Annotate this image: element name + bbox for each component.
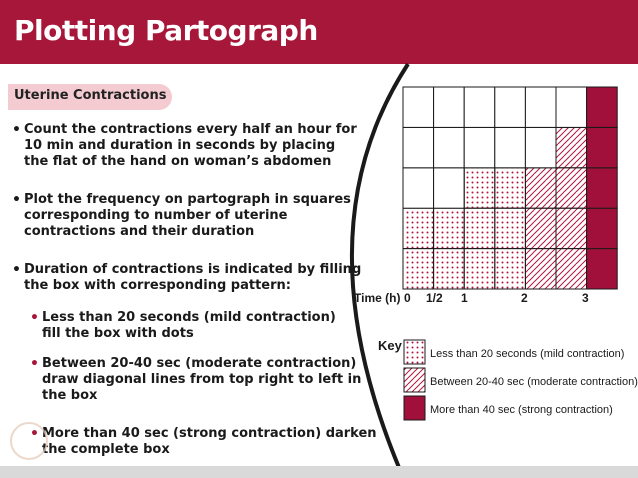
key-label-moderate: Between 20-40 sec (moderate contraction) [430,376,638,388]
grid-cell-hatch [556,208,587,248]
grid-cell-empty [403,127,434,167]
time-tick: 1/2 [426,291,443,305]
grid-cell-empty [403,168,434,208]
grid-cell-dots [434,249,465,289]
grid-cell-empty [525,87,556,127]
grid-cell-dots [403,208,434,248]
time-tick: 0 [404,291,411,305]
sub-bullet-marker: • [30,310,39,326]
bullet-marker: • [12,122,21,138]
sub-bullet-mild: Less than 20 seconds (mild contraction) fill the box with dots [42,310,336,341]
grid-cell-empty [403,87,434,127]
grid-cell-dots [464,249,495,289]
bullet-plot-frequency: Plot the frequency on partograph in squares corresponding to number of uterine contractions and their duration [24,192,351,239]
key-title: Key [378,338,402,353]
grid-cell-dots [495,249,526,289]
page-title: Plotting Partograph [14,14,318,47]
grid-cell-solid [587,249,618,289]
section-subtitle: Uterine Contractions [14,88,167,103]
grid-cell-dots [495,208,526,248]
grid-cell-hatch [556,168,587,208]
grid-cell-dots [464,208,495,248]
grid-cell-empty [434,87,465,127]
time-axis-label: Time (h) [354,291,401,305]
sub-bullet-marker: • [30,356,39,372]
bullet-count-contractions: Count the contractions every half an hour for 10 min and duration in seconds by placing the flat of the hand on woman’s abdomen [24,122,357,169]
grid-cell-empty [556,87,587,127]
bullet-duration: Duration of contractions is indicated by filling the box with corresponding pattern: [24,262,362,293]
time-tick: 3 [582,291,589,305]
grid-cell-solid [587,127,618,167]
bullet-marker: • [12,262,21,278]
grid-cell-empty [525,127,556,167]
footer-bar [0,466,638,478]
grid-cell-solid [587,208,618,248]
grid-cell-dots [495,168,526,208]
grid-cell-hatch [556,127,587,167]
grid-cell-solid [587,168,618,208]
grid-cell-hatch [525,249,556,289]
grid-cell-dots [434,208,465,248]
grid-cell-dots [403,249,434,289]
grid-cell-hatch [556,249,587,289]
sub-bullet-strong: More than 40 sec (strong contraction) darken the complete box [42,426,377,457]
key-swatch-dots [404,340,425,364]
time-tick: 1 [461,291,468,305]
time-tick: 2 [521,291,528,305]
key-label-mild: Less than 20 seconds (mild contraction) [430,348,625,360]
key-swatch-hatch [404,368,425,392]
grid-cell-empty [495,87,526,127]
grid-cell-empty [464,87,495,127]
divider-arc [352,64,408,470]
grid-cell-hatch [525,208,556,248]
bullet-marker: • [12,192,21,208]
grid-cell-empty [464,127,495,167]
grid-cell-empty [434,168,465,208]
grid-cell-empty [434,127,465,167]
sub-bullet-moderate: Between 20-40 sec (moderate contraction) draw diagonal lines from top right to left in the box [42,356,362,403]
grid-cell-hatch [525,168,556,208]
sub-bullet-marker: • [30,426,39,442]
grid-cell-solid [587,87,618,127]
grid-cell-empty [495,127,526,167]
key-label-strong: More than 40 sec (strong contraction) [430,404,613,416]
key-swatch-solid [404,396,425,420]
grid-cell-dots [464,168,495,208]
